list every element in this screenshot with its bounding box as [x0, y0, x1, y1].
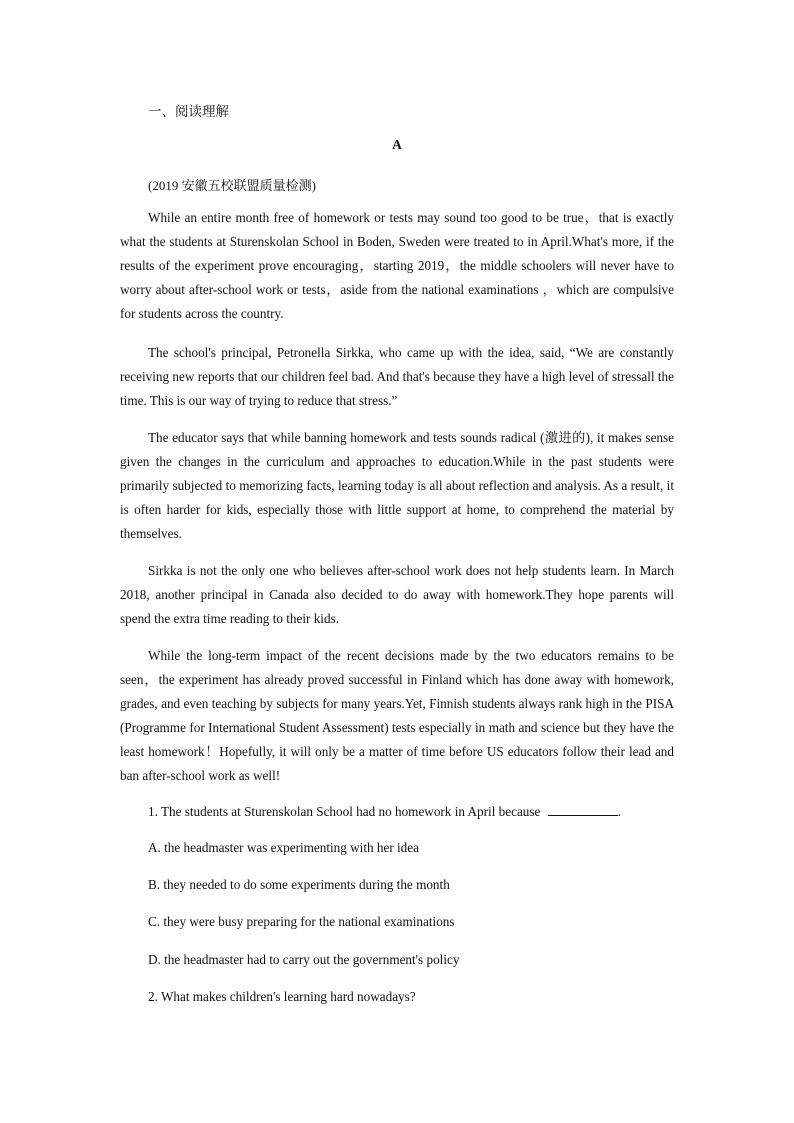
paragraph-1: While an entire month free of homework or tests may sound too good to be true，that is exactly what the students at Sturenskolan School in Boden, Sweden were treated to in April.What's more, if the results of the experiment prove encouraging，starting 2019，the middle schoolers will never have to worry about after-school work or tests，aside from the national examinations ，which are compulsive for students across the country. — [120, 210, 674, 321]
paragraph-3: The educator says that while banning homework and tests sounds radical (激进的), it makes sense given the changes in the curriculum and approaches to education.While in the past students were primarily subjected to memorizing facts, learning today is all about reflection and analysis. As a result, it is often harder for kids, especially those with little support at home, to comprehend the material by themselves. — [120, 430, 674, 541]
question-1-option-b: B. they needed to do some experiments during the month — [148, 877, 450, 892]
paragraph-4: Sirkka is not the only one who believes after-school work does not help students learn. In March 2018, another principal in Canada also decided to do away with homework.They hope parents will spend the extra time reading to their kids. — [120, 563, 674, 626]
question-1-stem: 1. The students at Sturenskolan School had no homework in April because — [148, 804, 541, 819]
question-1-option-a: A. the headmaster was experimenting with her idea — [148, 840, 419, 855]
paragraph-2: The school's principal, Petronella Sirkka, who came up with the idea, said, “We are constantly receiving new reports that our children feel bad. And that's because they have a high level of stressall the time. This is our way of trying to reduce that stress.” — [120, 345, 674, 408]
passage-source: (2019 安徽五校联盟质量检测) — [148, 178, 316, 193]
answer-blank[interactable] — [548, 802, 618, 816]
passage-letter: A — [392, 137, 402, 152]
question-2-stem: 2. What makes children's learning hard nowadays? — [148, 989, 416, 1004]
paragraph-5: While the long-term impact of the recent decisions made by the two educators remains to be seen，the experiment has already proved successful in Finland which has done away with homework, grades, and even teaching by subjects for many years.Yet, Finnish students always rank high in the PISA (Programme for International Student Assessment) tests especially in math and science but they have the least homework！Hopefully, it will only be a matter of time before US educators follow their lead and ban after-school work as well! — [120, 648, 674, 783]
question-1 — [148, 802, 621, 820]
question-1-option-c: C. they were busy preparing for the national examinations — [148, 914, 455, 929]
section-title: 一、阅读理解 — [148, 104, 229, 119]
question-1-end-mark: . — [617, 804, 621, 819]
question-1-option-d: D. the headmaster had to carry out the government's policy — [148, 952, 460, 967]
